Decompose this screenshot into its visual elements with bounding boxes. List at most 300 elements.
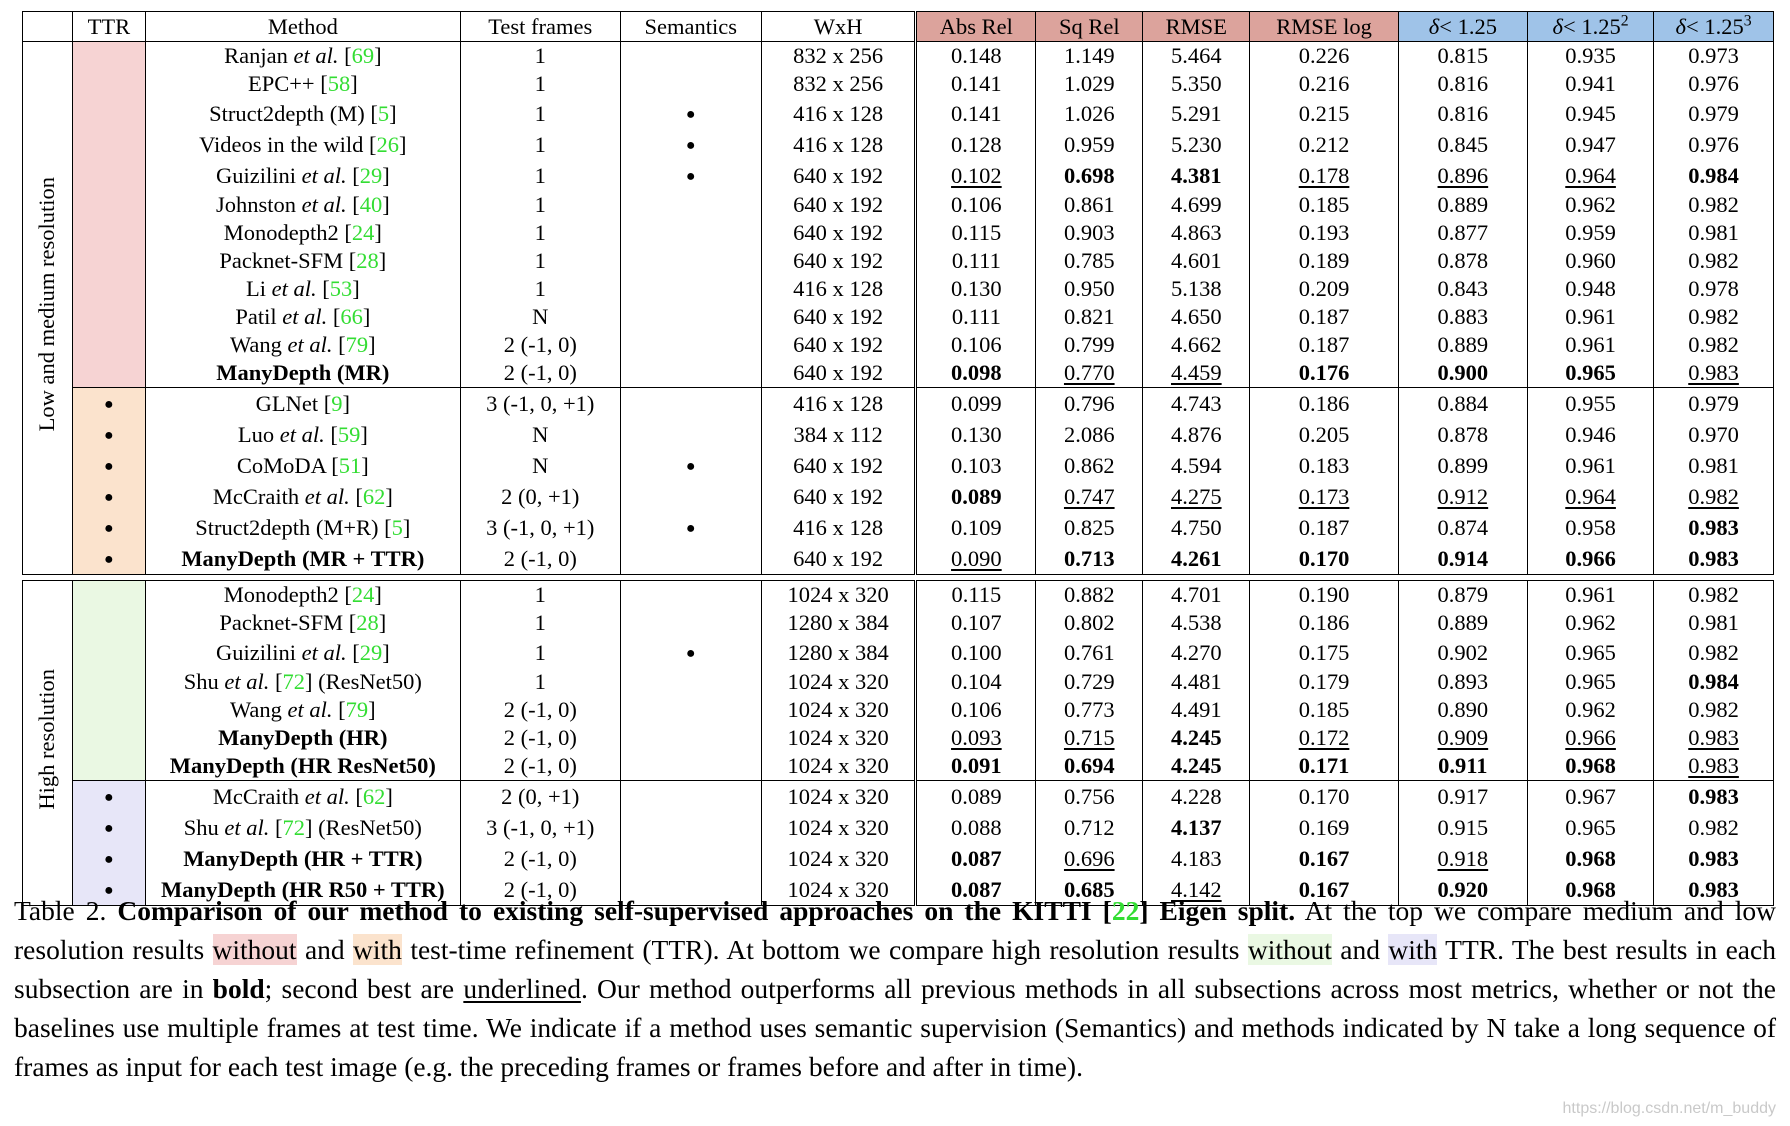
citation-link[interactable]: 5 [391,514,403,540]
metric-value: 0.179 [1298,669,1350,694]
metric-rmse [1143,512,1250,543]
ttr-cell [72,450,145,481]
method-name-text: ] (ResNet50) [305,669,422,694]
table-row [23,668,1774,696]
metric-value: 0.186 [1298,610,1350,635]
metric-value: 0.205 [1298,421,1350,447]
method-cell [145,637,460,668]
citation-link[interactable]: 28 [356,610,379,635]
metric-value: 0.911 [1438,753,1488,778]
metric-delta-1 [1398,42,1527,71]
metric-value: 1.026 [1063,100,1115,126]
test-frames-cell: 1 [460,98,620,129]
metric-value: 0.960 [1565,248,1616,273]
metric-rmse-log [1250,543,1398,575]
resolution-cell: 1280 x 384 [761,609,916,637]
semantics-cell [620,129,761,160]
metric-delta-2 [1528,752,1654,781]
method-cell [145,724,460,752]
metric-value: 0.729 [1063,669,1115,694]
metric-rmse [1143,219,1250,247]
metric-value: 0.983 [1688,725,1739,750]
metric-value: 0.955 [1565,390,1616,416]
method-name-text: ] [374,582,382,607]
method-name-text: ] [389,100,397,126]
citation-link[interactable]: 29 [359,162,383,188]
metric-value: 0.173 [1298,483,1350,509]
metric-sq-rel [1036,247,1143,275]
semantics-cell [620,303,761,331]
citation-link[interactable]: 72 [282,669,306,694]
header-group-blank [23,12,73,42]
metric-value: 0.694 [1063,753,1115,778]
metric-rmse-log [1250,668,1398,696]
resolution-cell: 1024 x 320 [761,724,916,752]
table-row [23,512,1774,543]
metric-value: 0.962 [1565,192,1616,217]
caption-text: TTR. The best results in each subsection are in [14,934,1776,1004]
metric-value: 4.701 [1171,582,1222,607]
metric-delta-1 [1398,543,1527,575]
ttr-cell [72,98,145,129]
method-cell [145,481,460,512]
citation-link[interactable]: 9 [331,390,343,416]
method-name-text: et al. [301,639,347,665]
metric-value: 0.947 [1565,131,1616,157]
table-row [23,781,1774,813]
method-cell [145,752,460,781]
metric-value: 5.350 [1171,71,1222,96]
metric-rmse [1143,724,1250,752]
metric-value: 0.190 [1298,582,1350,607]
metric-value: 0.087 [951,876,1002,902]
metric-delta-3 [1654,512,1774,543]
semantics-cell [620,450,761,481]
method-name-text: Packnet-SFM [ [219,610,357,635]
method-cell [145,419,460,450]
ttr-cell [72,42,145,71]
method-cell [145,247,460,275]
metric-value: 4.481 [1171,669,1222,694]
header-rmse-log: RMSE log [1250,12,1398,42]
metric-delta-1 [1398,191,1527,219]
metric-value: 0.917 [1437,783,1489,809]
method-name-text: ] [342,390,351,416]
table-row [23,359,1774,388]
method-name-text: Videos in the wild [ [199,131,377,157]
metric-value: 4.381 [1171,162,1222,188]
metric-sq-rel [1036,843,1143,874]
semantics-cell [620,637,761,668]
metric-value: 0.799 [1063,332,1115,357]
citation-link[interactable]: 66 [340,304,363,329]
resolution-cell: 640 x 192 [761,450,916,481]
caption-text: ; second best are [264,973,464,1004]
metric-value: 4.183 [1171,845,1222,871]
citation-link[interactable]: 22 [1111,895,1140,926]
metric-sq-rel [1036,419,1143,450]
citation-link[interactable]: 79 [345,332,369,357]
metric-rmse [1143,129,1250,160]
semantics-bullet: ● [685,137,696,154]
metric-value: 0.821 [1063,304,1115,329]
method-cell [145,303,460,331]
semantics-cell [620,388,761,420]
resolution-cell: 640 x 192 [761,160,916,191]
ttr-bullet: ● [104,820,114,837]
metric-value: 0.982 [1688,697,1739,722]
metric-sq-rel [1036,129,1143,160]
resolution-cell: 832 x 256 [761,70,916,98]
metric-delta-2 [1528,812,1654,843]
test-frames-cell: 3 (-1, 0, +1) [460,388,620,420]
header-delta-1: δ< 1.25 [1398,12,1527,42]
citation-link[interactable]: 24 [351,582,375,607]
method-name-text: Shu [183,814,225,840]
metric-value: 0.961 [1565,582,1616,607]
citation-link[interactable]: 62 [362,783,386,809]
group-label: Low and medium resolution [34,177,60,432]
semantics-bullet: ● [685,458,696,475]
citation-link[interactable]: 69 [351,43,375,68]
metric-delta-1 [1398,637,1527,668]
metric-value: 0.170 [1298,783,1350,809]
metric-value: 0.815 [1437,43,1489,68]
metric-value: 0.982 [1688,304,1739,329]
metric-abs-rel [916,843,1036,874]
metric-value: 0.984 [1688,162,1739,188]
resolution-cell: 416 x 128 [761,512,916,543]
metric-delta-2 [1528,481,1654,512]
metric-value: 0.982 [1688,639,1739,665]
metric-rmse-log [1250,219,1398,247]
citation-link[interactable]: 59 [337,421,361,447]
header-method: Method [145,12,460,42]
metric-rmse-log [1250,781,1398,813]
resolution-cell: 1024 x 320 [761,843,916,874]
test-frames-cell: 2 (-1, 0) [460,843,620,874]
metric-delta-1 [1398,724,1527,752]
metric-value: 0.802 [1063,610,1115,635]
metric-value: 0.970 [1688,421,1739,447]
method-name-text: Packnet-SFM [ [219,248,357,273]
citation-link[interactable]: 79 [345,697,369,722]
citation-link[interactable]: 72 [282,814,306,840]
metric-abs-rel [916,191,1036,219]
method-cell [145,331,460,359]
metric-value: 0.685 [1063,876,1115,902]
metric-sq-rel [1036,160,1143,191]
method-name-text: ] [368,697,376,722]
method-name-text: ] [361,452,369,478]
metric-abs-rel [916,275,1036,303]
semantics-cell [620,98,761,129]
metric-value: 0.212 [1298,131,1350,157]
metric-abs-rel [916,129,1036,160]
metric-value: 5.291 [1171,100,1222,126]
metric-sq-rel [1036,781,1143,813]
ttr-cell [72,191,145,219]
metric-delta-3 [1654,42,1774,71]
metric-value: 4.137 [1171,814,1222,840]
metric-value: 0.893 [1437,669,1489,694]
metric-abs-rel [916,450,1036,481]
citation-link[interactable]: 53 [329,276,353,301]
metric-value: 0.883 [1437,304,1489,329]
citation-link[interactable]: 51 [338,452,362,478]
caption-text: ] Eigen split. [1139,895,1296,926]
ttr-cell [72,781,145,813]
metric-delta-3 [1654,752,1774,781]
method-name-text: ] [402,514,411,540]
method-name-text: ] [368,332,376,357]
metric-delta-3 [1654,481,1774,512]
citation-link[interactable]: 62 [362,483,386,509]
metric-sq-rel [1036,219,1143,247]
metric-value: 1.149 [1063,43,1115,68]
citation-link[interactable]: 58 [327,71,351,96]
metric-value: 0.761 [1063,639,1115,665]
test-frames-cell: 1 [460,129,620,160]
metric-abs-rel [916,543,1036,575]
method-name-text: ] [378,248,387,273]
method-name-text: ] [385,783,393,809]
metric-delta-1 [1398,359,1527,388]
header-test-frames: Test frames [460,12,620,42]
metric-delta-2 [1528,419,1654,450]
ttr-cell [72,70,145,98]
metric-rmse-log [1250,724,1398,752]
metric-value: 4.743 [1171,390,1222,416]
metric-value: 4.142 [1171,876,1222,902]
method-name-text: ] [385,483,393,509]
semantics-cell [620,419,761,450]
metric-delta-2 [1528,724,1654,752]
resolution-cell: 384 x 112 [761,419,916,450]
citation-link[interactable]: 40 [359,192,383,217]
metric-rmse [1143,191,1250,219]
caption-text: bold [212,973,265,1004]
metric-delta-3 [1654,70,1774,98]
metric-rmse-log [1250,247,1398,275]
metric-delta-1 [1398,843,1527,874]
metric-value: 0.918 [1437,845,1489,871]
metric-rmse [1143,481,1250,512]
method-name-text: [ [349,483,363,509]
caption-text: without [212,934,297,965]
citation-link[interactable]: 26 [376,131,400,157]
metric-delta-2 [1528,129,1654,160]
metric-value: 0.087 [951,845,1002,871]
metric-value: 0.176 [1298,360,1350,385]
metric-value: 0.861 [1063,192,1115,217]
caption-text: with [1388,934,1438,965]
resolution-cell: 416 x 128 [761,98,916,129]
metric-value: 0.941 [1565,71,1616,96]
metric-sq-rel [1036,724,1143,752]
metric-rmse [1143,419,1250,450]
metric-delta-1 [1398,275,1527,303]
metric-rmse-log [1250,98,1398,129]
metric-value: 4.750 [1171,514,1222,540]
method-name-text: ] [382,639,390,665]
ttr-cell [72,752,145,781]
metric-value: 0.773 [1063,697,1115,722]
ttr-bullet: ● [104,489,114,506]
metric-value: 0.141 [951,71,1002,96]
metric-value: 0.115 [951,220,1002,245]
metric-value: 0.976 [1688,131,1739,157]
metric-value: 0.167 [1298,876,1350,902]
resolution-cell: 416 x 128 [761,388,916,420]
metric-value: 0.968 [1565,876,1616,902]
resolution-cell: 1024 x 320 [761,781,916,813]
metric-value: 0.172 [1298,725,1350,750]
method-name-text: Johnston [215,192,302,217]
metric-value: 0.896 [1437,162,1489,188]
metric-delta-2 [1528,543,1654,575]
metric-value: 0.099 [951,390,1002,416]
metric-value: 0.169 [1298,814,1350,840]
metric-value: 0.111 [951,248,1001,273]
metric-value: 0.756 [1063,783,1115,809]
metric-value: 0.961 [1565,452,1616,478]
ttr-cell [72,303,145,331]
metric-sq-rel [1036,609,1143,637]
metric-value: 0.958 [1565,514,1616,540]
metric-delta-2 [1528,42,1654,71]
resolution-cell: 1024 x 320 [761,696,916,724]
metric-value: 0.902 [1437,639,1489,665]
table-row [23,843,1774,874]
citation-link[interactable]: 5 [377,100,390,126]
metric-value: 4.594 [1171,452,1222,478]
metric-value: 0.878 [1437,248,1489,273]
metric-value: 0.185 [1298,192,1350,217]
metric-delta-3 [1654,129,1774,160]
ttr-cell [72,668,145,696]
metric-sq-rel [1036,543,1143,575]
metric-sq-rel [1036,42,1143,71]
metric-sq-rel [1036,303,1143,331]
metric-value: 4.650 [1171,304,1222,329]
metric-value: 0.959 [1063,131,1115,157]
metric-delta-1 [1398,247,1527,275]
metric-value: 0.107 [951,610,1002,635]
method-name-text: ManyDepth (MR + TTR) [181,545,425,571]
metric-abs-rel [916,812,1036,843]
test-frames-cell: 1 [460,275,620,303]
metric-abs-rel [916,481,1036,512]
metric-value: 0.948 [1565,276,1616,301]
metric-abs-rel [916,331,1036,359]
header-wxh: WxH [761,12,916,42]
metric-value: 0.209 [1298,276,1350,301]
metric-rmse [1143,42,1250,71]
method-name-text: CoMoDA [ [236,452,339,478]
metric-delta-2 [1528,98,1654,129]
metric-rmse [1143,275,1250,303]
metric-value: 0.825 [1063,514,1115,540]
metric-delta-1 [1398,581,1527,610]
method-name-text: [ [346,162,360,188]
citation-link[interactable]: 29 [359,639,383,665]
test-frames-cell: 2 (0, +1) [460,481,620,512]
resolution-cell: 416 x 128 [761,129,916,160]
method-name-text: Wang [230,697,288,722]
metric-value: 0.961 [1565,304,1616,329]
metric-value: 0.148 [951,43,1002,68]
table-row [23,70,1774,98]
method-name-text: ManyDepth (HR + TTR) [183,845,423,871]
metric-value: 0.984 [1688,669,1739,694]
metric-delta-3 [1654,781,1774,813]
metric-value: 0.978 [1688,276,1739,301]
metric-rmse [1143,812,1250,843]
metric-delta-1 [1398,450,1527,481]
metric-value: 0.879 [1437,582,1489,607]
metric-value: 0.862 [1063,452,1115,478]
metric-rmse [1143,581,1250,610]
resolution-cell: 640 x 192 [761,543,916,575]
metric-rmse-log [1250,752,1398,781]
metric-value: 0.964 [1565,162,1616,188]
method-cell [145,219,460,247]
metric-delta-3 [1654,275,1774,303]
metric-delta-1 [1398,303,1527,331]
citation-link[interactable]: 28 [356,248,379,273]
test-frames-cell: 3 (-1, 0, +1) [460,812,620,843]
test-frames-cell: 1 [460,42,620,71]
metric-value: 0.090 [951,545,1002,571]
metric-abs-rel [916,42,1036,71]
metric-rmse-log [1250,481,1398,512]
metric-value: 0.950 [1063,276,1115,301]
caption-text: . Our method outperforms all previous methods in all subsections across most metrics, whether or not the baselines use multiple frames at test time. We indicate if a method uses semantic supervision (Semantics) and methods indicated by N take a long sequence of frames as input for each test image (e.g. the preceding frames or frames before and after in time). [14,973,1777,1082]
method-cell [145,160,460,191]
caption-text: with [353,934,402,965]
metric-value: 0.216 [1298,71,1350,96]
method-name-text: ManyDepth (MR) [216,360,390,385]
metric-value: 0.796 [1063,390,1115,416]
method-name-text: McCraith [212,783,305,809]
semantics-bullet: ● [685,520,696,537]
method-cell [145,70,460,98]
table-row [23,129,1774,160]
metric-value: 0.187 [1298,304,1350,329]
test-frames-cell: 2 (-1, 0) [460,696,620,724]
metric-sq-rel [1036,388,1143,420]
metric-rmse [1143,450,1250,481]
method-name-text: Struct2depth (M) [ [209,100,378,126]
semantics-cell [620,160,761,191]
metric-value: 0.982 [1688,192,1739,217]
metric-value: 0.874 [1437,514,1489,540]
method-cell [145,359,460,388]
method-cell [145,843,460,874]
metric-rmse [1143,781,1250,813]
semantics-cell [620,219,761,247]
citation-link[interactable]: 24 [351,220,375,245]
metric-rmse [1143,637,1250,668]
metric-rmse-log [1250,696,1398,724]
metric-value: 4.662 [1171,332,1222,357]
method-cell [145,609,460,637]
semantics-bullet: ● [685,645,696,662]
metric-abs-rel [916,752,1036,781]
metric-value: 0.183 [1298,452,1350,478]
method-name-text: et al. [301,192,347,217]
